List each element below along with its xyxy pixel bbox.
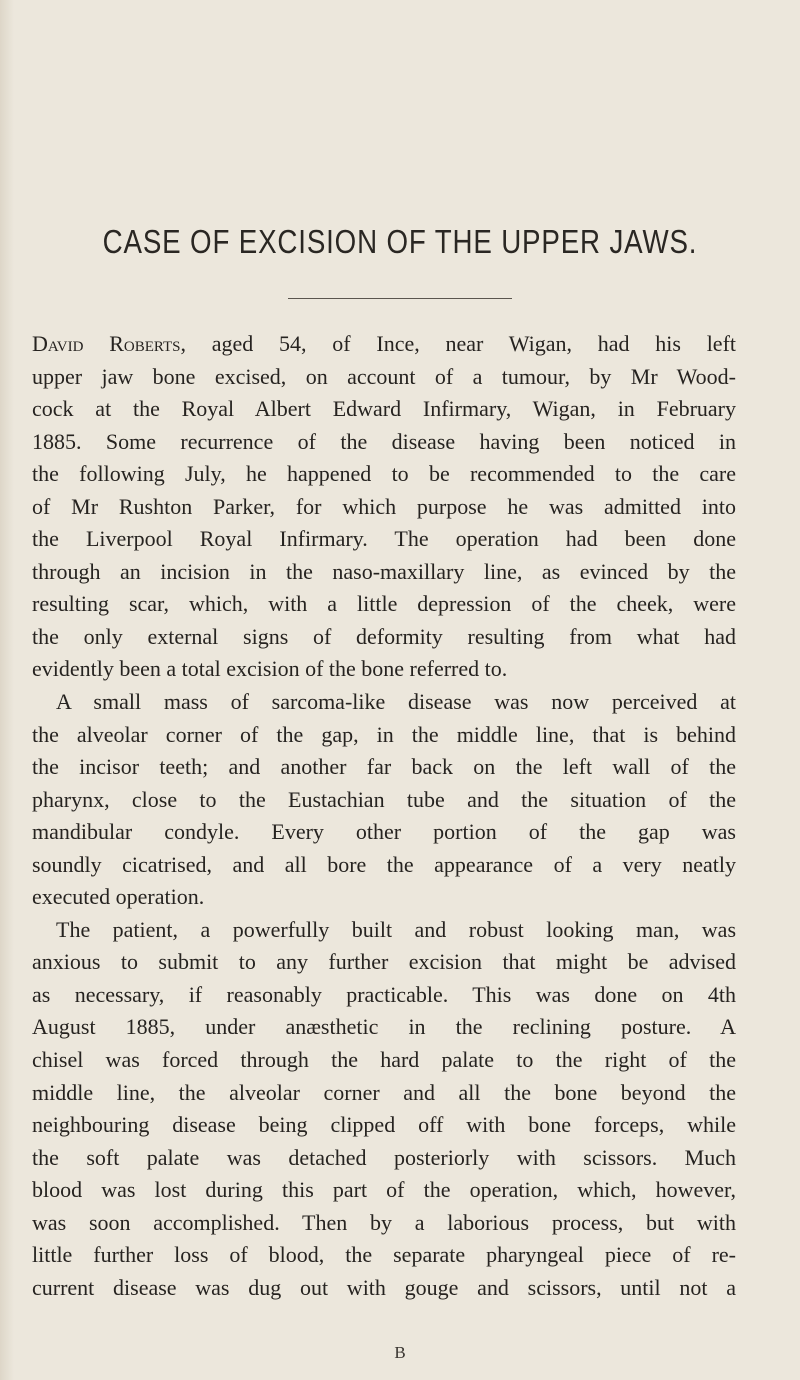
text-line: upper jaw bone excised, on account of a tumour, by Mr Wood- (32, 363, 736, 389)
text-line: of Mr Rushton Parker, for which purpose he was admitted into (32, 493, 736, 519)
signature-mark: B (394, 1343, 406, 1362)
text-line: the only external signs of deformity resulting from what had (32, 623, 736, 649)
text-line: was soon accomplished. Then by a laborious process, but with (32, 1209, 736, 1235)
text-line: through an incision in the naso-maxillary line, as evinced by the (32, 558, 736, 584)
text-line: the Liverpool Royal Infirmary. The operation had been done (32, 526, 736, 552)
text-line: pharynx, close to the Eustachian tube and the situation of the (32, 786, 736, 812)
text-line (32, 328, 736, 361)
text-line: 1885. Some recurrence of the disease having been noticed in (32, 428, 736, 454)
title-rule (288, 298, 512, 299)
text-line: as necessary, if reasonably practicable. This was done on 4th (32, 981, 736, 1007)
body-text (32, 328, 736, 1304)
page-title: CASE OF EXCISION OF THE UPPER JAWS. (102, 223, 698, 260)
text-line: the incisor teeth; and another far back on the left wall of the (32, 754, 736, 780)
text-line: mandibular condyle. Every other portion of the gap was (32, 819, 736, 845)
text-line: the soft palate was detached posteriorly with scissors. Much (32, 1144, 736, 1170)
text-line: The patient, a powerfully built and robust looking man, was (56, 916, 736, 942)
patient-name: David Roberts (32, 331, 181, 356)
text-line: evidently been a total excision of the bone referred to. (32, 656, 508, 682)
text-line: A small mass of sarcoma-like disease was now perceived at (56, 689, 736, 715)
text-line: current disease was dug out with gouge and scissors, until not a (32, 1274, 736, 1300)
text-line: soundly cicatrised, and all bore the appearance of a very neatly (32, 851, 736, 877)
text-line: neighbouring disease being clipped off with bone forceps, while (32, 1112, 736, 1138)
text-line-content: , aged 54, of Ince, near Wigan, had his left (180, 331, 737, 356)
text-line: resulting scar, which, with a little depression of the cheek, were (32, 591, 736, 617)
text-line: the alveolar corner of the gap, in the middle line, that is behind (32, 721, 736, 747)
text-line: the following July, he happened to be recommended to the care (32, 461, 736, 487)
text-line: August 1885, under anæsthetic in the reclining posture. A (32, 1014, 736, 1040)
scan-edge-shadow (0, 0, 14, 1380)
text-line: chisel was forced through the hard palate to the right of the (32, 1047, 736, 1073)
text-line: little further loss of blood, the separate pharyngeal piece of re- (32, 1242, 736, 1268)
text-line: anxious to submit to any further excision that might be advised (32, 949, 736, 975)
text-line: cock at the Royal Albert Edward Infirmary, Wigan, in February (32, 396, 736, 422)
text-line: blood was lost during this part of the operation, which, however, (32, 1177, 736, 1203)
text-line: middle line, the alveolar corner and all the bone beyond the (32, 1079, 736, 1105)
text-line: executed operation. (32, 884, 205, 910)
